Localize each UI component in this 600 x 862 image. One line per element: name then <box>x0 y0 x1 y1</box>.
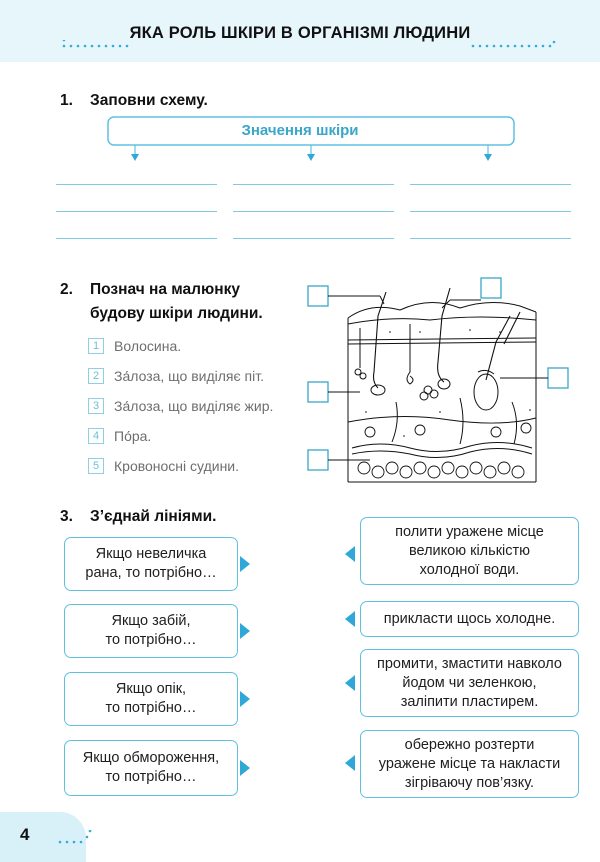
condition-text-line2: рана, то потрібно… <box>85 565 217 581</box>
connector-arrow-right[interactable] <box>240 760 250 776</box>
condition-box[interactable] <box>64 537 238 591</box>
action-text-line1: обережно розтерти <box>404 736 535 753</box>
connector-arrow-left[interactable] <box>345 546 355 562</box>
answer-line[interactable] <box>233 238 394 239</box>
action-text-line2: йодом чи зеленкою, <box>402 674 537 691</box>
connector-arrow-right[interactable] <box>240 556 250 572</box>
task-2-title <box>60 278 263 326</box>
legend-label: Кровоносні судини. <box>114 458 240 474</box>
connector-arrow-right[interactable] <box>240 691 250 707</box>
condition-box[interactable] <box>64 604 238 658</box>
condition-text-line1: Якщо забій, <box>111 613 191 629</box>
legend-item <box>88 458 239 474</box>
action-text-line1: промити, змастити навколо <box>376 655 562 672</box>
action-text-line2: великою кількістю <box>408 542 531 559</box>
scheme-arrow-center <box>307 154 315 161</box>
legend-item <box>88 428 151 444</box>
legend-item <box>88 398 273 414</box>
action-text-line3: зігріваючу пов’язку. <box>404 774 535 791</box>
answer-line[interactable] <box>233 211 394 212</box>
action-box[interactable] <box>360 517 579 585</box>
connector-arrow-left[interactable] <box>345 675 355 691</box>
sweat-gland-icon <box>355 324 438 400</box>
legend-label: Волосина. <box>114 338 182 354</box>
legend-number: 5 <box>88 458 104 474</box>
action-text-line1: прикласти щось холодне. <box>383 610 556 627</box>
connector-arrow-left[interactable] <box>345 611 355 627</box>
page-title: ЯКА РОЛЬ ШКІРИ В ОРГАНІЗМІ ЛЮДИНИ <box>129 24 471 42</box>
condition-box[interactable] <box>64 740 238 796</box>
skin-diagram <box>300 272 575 492</box>
page-number: 4 <box>20 825 30 844</box>
action-text-line1: полити уражене місце <box>395 523 544 540</box>
task-3-title <box>60 508 216 526</box>
legend-number: 2 <box>88 368 104 384</box>
legend-item <box>88 338 181 354</box>
action-box[interactable] <box>360 649 579 717</box>
answer-line[interactable] <box>56 184 217 185</box>
action-box[interactable] <box>360 601 579 637</box>
legend-label: За́лоза, що виділяє піт. <box>114 368 264 384</box>
answer-line[interactable] <box>410 184 571 185</box>
action-text-line2: уражене місце та накласти <box>378 755 561 772</box>
action-text-line3: холодної води. <box>419 561 520 578</box>
legend-label: По́ра. <box>114 428 152 444</box>
scheme-arrow-right <box>484 154 492 161</box>
task-2-instruction-line2: будову шкіри людини. <box>90 305 263 322</box>
fat-tissue <box>358 423 531 478</box>
label-box[interactable] <box>308 382 328 402</box>
label-box[interactable] <box>481 278 501 298</box>
answer-line[interactable] <box>56 238 217 239</box>
task-1-number: 1. <box>60 92 73 109</box>
legend-item <box>88 368 264 384</box>
legend-number: 3 <box>88 398 104 414</box>
condition-text-line1: Якщо невеличка <box>95 546 207 562</box>
label-box[interactable] <box>308 450 328 470</box>
skin-layers <box>348 302 536 482</box>
connector-arrow-left[interactable] <box>345 755 355 771</box>
condition-box[interactable] <box>64 672 238 726</box>
answer-line[interactable] <box>233 184 394 185</box>
legend-label: За́лоза, що виділяє жир. <box>114 398 274 414</box>
label-box[interactable] <box>308 286 328 306</box>
blood-vessel-icon <box>352 398 532 458</box>
legend-number: 1 <box>88 338 104 354</box>
task-3-number: 3. <box>60 508 73 525</box>
footer-dots-decoration <box>56 830 96 850</box>
condition-text-line2: то потрібно… <box>105 632 197 648</box>
answer-line[interactable] <box>410 211 571 212</box>
answer-line[interactable] <box>56 211 217 212</box>
scheme-label: Значення шкіри <box>241 122 359 139</box>
scheme-arrow-left <box>131 154 139 161</box>
task-3-instruction: З’єднай лініями. <box>90 508 217 525</box>
scheme-diagram <box>0 0 600 170</box>
condition-text-line2: то потрібно… <box>105 769 197 785</box>
condition-text-line1: Якщо обмороження, <box>82 750 220 766</box>
answer-line[interactable] <box>410 238 571 239</box>
action-text-line3: заліпити пластирем. <box>400 693 539 710</box>
legend-number: 4 <box>88 428 104 444</box>
task-2-instruction-line1: Познач на малюнку <box>90 281 241 298</box>
condition-text-line1: Якщо опік, <box>115 681 187 697</box>
task-1-instruction: Заповни схему. <box>90 92 208 109</box>
action-box[interactable] <box>360 730 579 798</box>
label-box[interactable] <box>548 368 568 388</box>
connector-arrow-right[interactable] <box>240 623 250 639</box>
condition-text-line2: то потрібно… <box>105 700 197 716</box>
task-2-number: 2. <box>60 281 73 298</box>
